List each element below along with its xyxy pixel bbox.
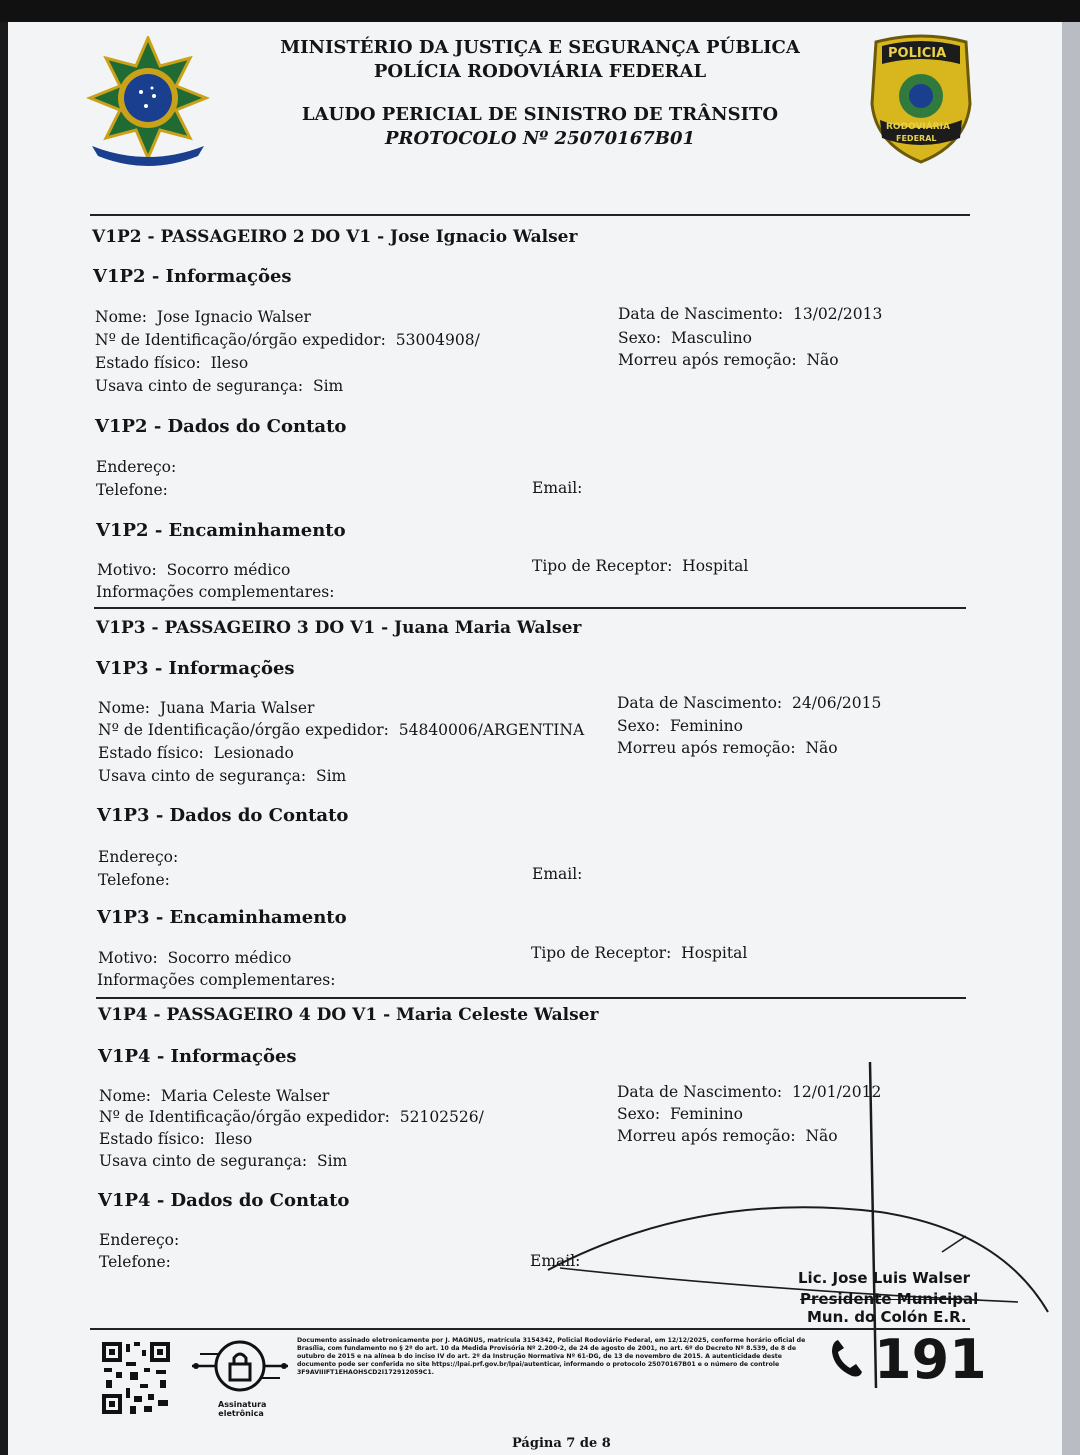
label-morreu: Morreu após remoção: Não (617, 1127, 838, 1145)
label-id: Nº de Identificação/órgão expedidor: 52102526/ (99, 1108, 484, 1126)
value-cinto: Sim (312, 377, 344, 395)
label-nome: Nome: Jose Ignacio Walser (95, 308, 311, 326)
info-title-v1p4: V1P4 - Informações (98, 1046, 297, 1067)
value-id: 53004908/ (395, 331, 480, 349)
label-motivo: Motivo: Socorro médico (98, 949, 292, 967)
label-email: Email: (532, 865, 583, 883)
label-email: Email: (532, 479, 583, 497)
authentication-text: Documento assinado eletronicamente por J. MAGNUS, matrícula 3154342, Policial Rodoviário Federal, em 12/12/2025, conforme horário oficial de Brasília, com fundamento no § 2º do art. 10 da Medida Provisória Nº 2.200-2, de 24 de agosto de 2001, no art. 6º do Decreto Nº 8.539, de 8 de outubro de 2015 e na alínea b do inciso IV do art. 2º da Instrução Normativa Nº 61-DG, de 13 de novembro de 2015. A autenticidade deste documento pode ser conferida no site https://lpai.prf.gov.br/lpai/autenticar, informando o protocolo 25070167B01 e o número de controle 3F9AVIIIFT1EHAOHSCD2I172912059C1. (297, 1337, 806, 1376)
document-title: LAUDO PERICIAL DE SINISTRO DE TRÂNSITO (301, 104, 779, 125)
label-telefone: Telefone: (98, 871, 170, 889)
value-estado: Lesionado (213, 744, 294, 762)
info-title-v1p3: V1P3 - Informações (96, 658, 295, 679)
value-morreu: Não (805, 739, 838, 757)
label-sexo: Sexo: Feminino (617, 1105, 743, 1123)
enc-title-v1p2: V1P2 - Encaminhamento (96, 520, 346, 541)
label-endereco: Endereço: (96, 458, 177, 476)
label-motivo: Motivo: Socorro médico (97, 561, 291, 579)
label-sexo: Sexo: Feminino (617, 717, 743, 735)
label-morreu: Morreu após remoção: Não (617, 739, 838, 757)
signature-place: Mun. do Colón E.R. (807, 1308, 967, 1326)
label-nome: Nome: Maria Celeste Walser (99, 1087, 330, 1105)
value-cinto: Sim (315, 767, 347, 785)
value-estado: Ileso (214, 1130, 253, 1148)
label-tipo: Tipo de Receptor: Hospital (531, 944, 748, 962)
value-morreu: Não (806, 351, 839, 369)
protocol-number: PROTOCOLO Nº 25070167B01 (384, 128, 696, 149)
label-nasc: Data de Nascimento: 12/01/2012 (617, 1083, 882, 1101)
label-cinto: Usava cinto de segurança: Sim (99, 1152, 348, 1170)
value-sexo: Feminino (669, 1105, 743, 1123)
value-nasc: 13/02/2013 (792, 305, 883, 323)
footer-rule (90, 1328, 970, 1330)
value-motivo: Socorro médico (167, 949, 292, 967)
emergency-number: 191 (874, 1328, 987, 1391)
value-nome: Juana Maria Walser (159, 699, 315, 717)
label-nasc: Data de Nascimento: 13/02/2013 (618, 305, 883, 323)
label-estado: Estado físico: Ileso (95, 354, 249, 372)
contact-title-v1p4: V1P4 - Dados do Contato (98, 1190, 350, 1211)
phone-icon (830, 1338, 864, 1378)
label-id: Nº de Identificação/órgão expedidor: 53004908/ (95, 331, 480, 349)
badge-top-text: POLICIA (888, 46, 947, 61)
electronic-signature-lock-icon (190, 1336, 290, 1396)
qr-code-icon (100, 1340, 172, 1416)
sig-label: Assinatura eletrônica (218, 1400, 267, 1418)
enc-title-v1p3: V1P3 - Encaminhamento (97, 907, 347, 928)
label-morreu: Morreu após remoção: Não (618, 351, 839, 369)
label-telefone: Telefone: (99, 1253, 171, 1271)
label-estado: Estado físico: Lesionado (98, 744, 294, 762)
signature-role: Presidente Municipal (800, 1290, 979, 1308)
value-nasc: 24/06/2015 (791, 694, 882, 712)
label-tipo: Tipo de Receptor: Hospital (532, 557, 749, 575)
section-title-v1p3: V1P3 - PASSAGEIRO 3 DO V1 - Juana Maria Walser (96, 618, 582, 638)
label-endereco: Endereço: (99, 1231, 180, 1249)
contact-title-v1p2: V1P2 - Dados do Contato (95, 416, 347, 437)
label-cinto: Usava cinto de segurança: Sim (95, 377, 344, 395)
ministry-title: MINISTÉRIO DA JUSTIÇA E SEGURANÇA PÚBLICA (280, 37, 800, 58)
value-nasc: 12/01/2012 (791, 1083, 882, 1101)
value-motivo: Socorro médico (166, 561, 291, 579)
contact-title-v1p3: V1P3 - Dados do Contato (97, 805, 349, 826)
page-number: Página 7 de 8 (512, 1436, 611, 1451)
label-info-comp: Informações complementares: (96, 583, 335, 601)
value-tipo: Hospital (682, 557, 749, 575)
section-title-v1p2: V1P2 - PASSAGEIRO 2 DO V1 - Jose Ignacio Walser (92, 227, 578, 247)
value-morreu: Não (805, 1127, 838, 1145)
value-sexo: Masculino (670, 329, 752, 347)
label-nasc: Data de Nascimento: 24/06/2015 (617, 694, 882, 712)
value-id: 54840006/ARGENTINA (398, 721, 585, 739)
agency-title: POLÍCIA RODOVIÁRIA FEDERAL (373, 61, 707, 82)
section-title-v1p4: V1P4 - PASSAGEIRO 4 DO V1 - Maria Celeste Walser (98, 1005, 599, 1025)
badge-bottom-text-2: FEDERAL (896, 134, 937, 143)
label-id: Nº de Identificação/órgão expedidor: 54840006/ARGENTINA (98, 721, 585, 739)
signature-name: Lic. Jose Luis Walser (798, 1269, 971, 1287)
value-sexo: Feminino (669, 717, 743, 735)
label-estado: Estado físico: Ileso (99, 1130, 253, 1148)
label-cinto: Usava cinto de segurança: Sim (98, 767, 347, 785)
badge-bottom-text: RODOVIÁRIA (886, 122, 950, 132)
value-nome: Jose Ignacio Walser (156, 308, 311, 326)
label-sexo: Sexo: Masculino (618, 329, 752, 347)
value-tipo: Hospital (681, 944, 748, 962)
label-endereco: Endereço: (98, 848, 179, 866)
value-estado: Ileso (210, 354, 249, 372)
label-telefone: Telefone: (96, 481, 168, 499)
value-id: 52102526/ (399, 1108, 484, 1126)
label-email: Email: (530, 1252, 581, 1270)
value-nome: Maria Celeste Walser (160, 1087, 330, 1105)
label-info-comp: Informações complementares: (97, 971, 336, 989)
label-nome: Nome: Juana Maria Walser (98, 699, 315, 717)
info-title-v1p2: V1P2 - Informações (93, 266, 292, 287)
value-cinto: Sim (316, 1152, 348, 1170)
